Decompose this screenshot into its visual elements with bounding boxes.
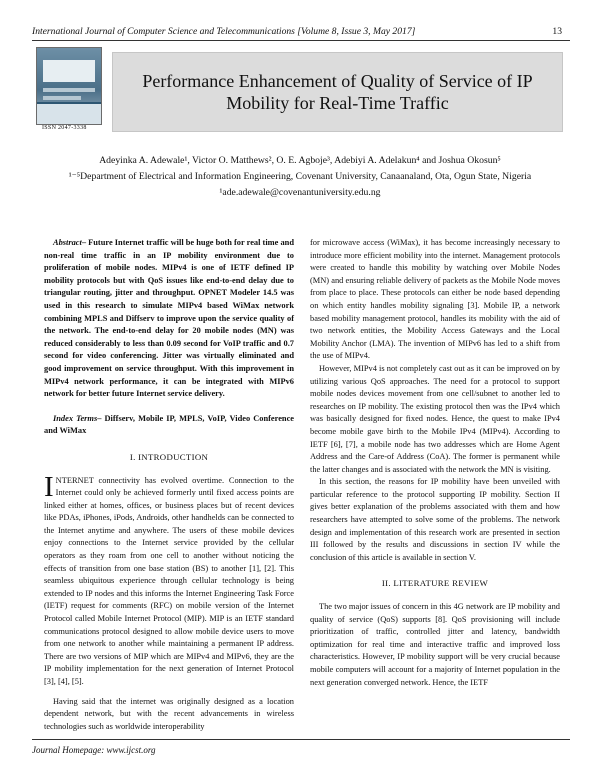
cover-title-band xyxy=(43,60,95,82)
abstract xyxy=(44,237,294,401)
abstract-label: Abstract xyxy=(53,238,82,247)
index-terms-label: Index Terms xyxy=(53,413,98,423)
paragraph: However, MIPv4 is not completely cast out as it can be improved on by utilizing various QoS approaches. The need for a protocol to support mobile nodes devices movement from one cell/subnet to another led to researches on IP mobility. The existing protocol then was the IPv4 which was basically designed for fixed nodes. Hence, the quest to make IPv4 become mobile gave birth to the Mobile IPv4 (MIPv4). According to IETF [6], [7], a mobile node has two addresses which are Home Agent Address and the Care-of Address (CoA). The former is permanent while the latter changes and is associated with the network the MN is visiting. xyxy=(310,363,560,474)
index-terms-text: – Diffserv, Mobile IP, MPLS, VoIP, Video Conference and WiMax xyxy=(44,413,295,436)
right-column xyxy=(310,237,560,689)
header-rule xyxy=(32,40,570,41)
cover-swoosh xyxy=(37,102,101,124)
running-head xyxy=(32,26,562,37)
cover-strip xyxy=(43,96,81,100)
drop-cap: I xyxy=(44,470,54,503)
journal-header: International Journal of Computer Science and Telecommunications [Volume 8, Issue 3, May 2017] xyxy=(32,26,416,37)
paragraph: for microwave access (WiMax), it has become increasingly necessary to introduce more efficient mobility into the internet. Management protocols were created to handle this mobility by watching over Mobile Nodes (MN) and ensuring reliable delivery of packets as the Mobile Node moves from place to place. These protocols can either be node based depending on which entity handles mobility signaling [3]. Mobile IP, a network based mobility management protocol, handles its mobility with the aid of two network entities, the Mobility Access Gateways and the Local Mobility Anchor (LMA). The invention of MIPv6 has led to a shift from the use of MIPv4. xyxy=(310,238,560,361)
title-box xyxy=(112,52,563,132)
author-names: Adeyinka A. Adewale¹, Victor O. Matthews², O. E. Agboje³, Adebiyi A. Adelakun⁴ and Joshua Okosun⁵ xyxy=(99,155,501,166)
index-terms xyxy=(44,413,294,438)
paragraph: In this section, the reasons for IP mobility have been unveiled with particular reference to the protocol supporting IP mobility. Section II gives better explanation of the problems associated with them and how researchers have attempted to solve some of the problems. The network design and implementation of this research work are presented in section III followed by the results and discussions in section IV while the conclusion of this article is available in section V. xyxy=(310,477,560,562)
journal-homepage: Journal Homepage: www.ijcst.org xyxy=(32,745,156,755)
intro-paragraph xyxy=(44,470,294,689)
cover-strip xyxy=(43,88,95,92)
issn: ISSN 2047-3338 xyxy=(42,125,87,131)
affiliation: ¹⁻⁵Department of Electrical and Information Engineering, Covenant University, Canaanaland, Ota, Ogun State, Nigeria xyxy=(68,171,532,182)
page-number: 13 xyxy=(552,26,562,37)
intro-paragraph-2: Having said that the internet was originally designed as a location dependent network, but with the recent advancements in wireless technologies such as worldwide interoperability xyxy=(44,696,294,731)
journal-cover-image xyxy=(36,47,102,125)
author-email: ¹ade.adewale@covenantuniversity.edu.ng xyxy=(219,187,381,198)
section-heading-introduction: I. INTRODUCTION xyxy=(129,451,209,462)
intro-paragraph-text: NTERNET connectivity has evolved overtime. Connection to the Internet could only be achieved formerly until fixed access points are linked either at homes, offices, or business places but of recent devices like PDAs, iPhones, iPods, Androids, other handhelds can be connected to the Internet anytime and anywhere. The users of these mobile devices enjoy connections to the Internet service provided by the cellular operators as they roam from one cell to another without noticing the effects of transition from one base station (BS) to another [1], [2]. This seamless ubiquitous experience through cellular technology is being extended to IP nodes and this informs the Internet Engineering Task Force (IETF) request for comments (RFC) on mobile version of the Internet Protocol called Mobile Internet Protocol (MIP). MIP is an IETF standard communications protocol designed to allow mobile device users to move from one network to another while maintaining a permanent IP address. There are two versions of MIP which are MIPv4 and MIPv6, they are the IP mobility implementation for the next generation of Internet Protocol [3], [4], [5]. xyxy=(44,475,294,686)
abstract-text: – Future Internet traffic will be huge both for real time and non-real time traffic in an IP mobility environment due to proliferation of mobile nodes. MIPv4 is one of IETF defined IP mobility protocols but with QoS issues like end-to-end delay due to triangular routing, jitter and throughput. OPNET Modeler 14.5 was used in this research to simulate MIPv4 based WiMax network combining MPLS and Diffserv to improve upon the service quality of the network. The end-to-end delay for 20 mobile nodes (MN) was reduced considerably to less than 0.09 second for VoIP traffic and 0.7 second for video conferencing. Jitter was virtually eliminated and good improvement on service throughput. With this improvement in MIPv4 network performance, it can be integrated with MIPv6 network for better future Internet service delivery. xyxy=(44,238,294,399)
author-block xyxy=(40,153,560,201)
section-heading-literature-review: II. LITERATURE REVIEW xyxy=(381,578,489,589)
paper-title: Performance Enhancement of Quality of Service of IP Mobility for Real-Time Traffic xyxy=(142,71,533,113)
left-column xyxy=(44,237,294,733)
paragraph: The two major issues of concern in this 4G network are IP mobility and quality of service (QoS) supports [8]. QoS provisioning will include prioritization of traffic, controlled jitter and latency, bandwidth optimization for real time and interactive traffic and improved loss characteristics. However, IP mobility support will be very crucial because mobile computers will account for a majority of Internet population in the next generation converged network. Hence, the IETF xyxy=(310,602,560,687)
footer-rule xyxy=(32,739,570,740)
